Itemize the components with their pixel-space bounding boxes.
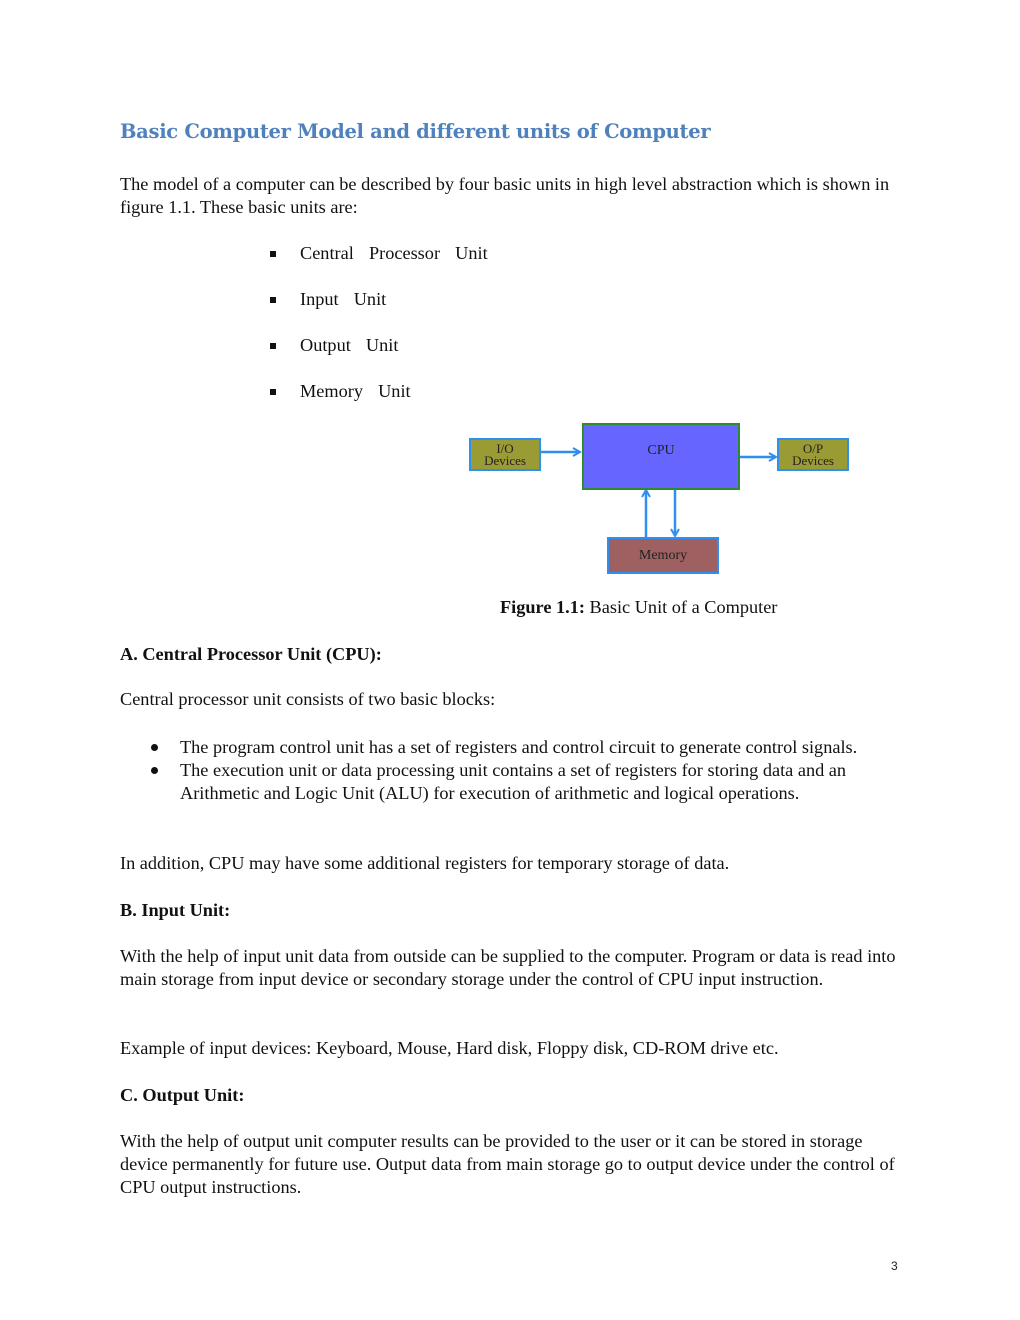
cpu-blocks-list <box>148 736 908 805</box>
section-a-title: A. Central Processor Unit (CPU): <box>120 644 382 664</box>
section-a-intro: Central processor unit consists of two basic blocks: <box>120 689 496 709</box>
bullet-icon <box>151 767 158 774</box>
computer-block-diagram <box>460 418 860 580</box>
section-c-paragraph: With the help of output unit computer results can be provided to the user or it can be stored in storage device permanently for future use. Output data from main storage go to output device under the control of CPU output instructions. <box>120 1131 895 1197</box>
square-bullet-icon <box>270 389 276 395</box>
section-b-examples: Example of input devices: Keyboard, Mouse, Hard disk, Floppy disk, CD-ROM drive etc. <box>120 1038 779 1058</box>
io-devices-box: I/O Devices <box>469 438 541 471</box>
bullet-icon <box>151 744 158 751</box>
section-c-title: C. Output Unit: <box>120 1085 245 1105</box>
list-item: The execution unit or data processing unit contains a set of registers for storing data and an Arithmetic and Logic Unit (ALU) for execution of arithmetic and logical operations. <box>148 759 908 805</box>
memory-box: Memory <box>607 537 719 574</box>
document-page: Basic Computer Model and different units of Computer The model of a computer can be described by four basic units in high level abstraction which is shown in figure 1.1. These basic units are: Central Processor Unit Input Unit Output Unit Memory Unit I/O Devices CPU O/P Devices Memory Figure 1.1: Basic Unit of a Computer A. Central Processor Unit (CPU): Central processor unit consists of two basic blocks: The program control unit has a set of registers and control circuit to generate control signals. The execution unit or data processing unit contains a set of registers for storing data and an Arithmetic and Logic Unit (ALU) for execution of arithmetic and logical operations. In addition, CPU may have some additional registers for temporary storage of data. B. Input Unit: With the help of input unit data from outside can be supplied to the computer. Program or data is read into main storage from input device or secondary storage under the control of CPU input instruction. Example of input devices: Keyboard, Mouse, Hard disk, Floppy disk, CD-ROM drive etc. C. Output Unit: With the help of output unit computer results can be provided to the user or it can be stored in storage device permanently for future use. Output data from main storage go to output device under the control of CPU output instructions. 3 <box>0 0 1020 1320</box>
page-number: 3 <box>891 1259 898 1273</box>
page-heading: Basic Computer Model and different units of Computer <box>120 120 711 143</box>
intro-paragraph: The model of a computer can be described by four basic units in high level abstraction which is shown in figure 1.1. These basic units are: <box>120 174 890 217</box>
figure-caption <box>500 596 777 619</box>
figure-label: Figure 1.1: <box>500 597 585 617</box>
cpu-box: CPU <box>582 423 740 490</box>
square-bullet-icon <box>270 251 276 257</box>
section-a-closing: In addition, CPU may have some additional registers for temporary storage of data. <box>120 853 730 873</box>
section-b-paragraph: With the help of input unit data from outside can be supplied to the computer. Program or data is read into main storage from input device or secondary storage under the control of CPU input instruction. <box>120 946 896 989</box>
section-b-title: B. Input Unit: <box>120 900 231 920</box>
figure-caption-text: Basic Unit of a Computer <box>584 597 778 617</box>
square-bullet-icon <box>270 297 276 303</box>
square-bullet-icon <box>270 343 276 349</box>
op-devices-box: O/P Devices <box>777 438 849 471</box>
list-item: The program control unit has a set of registers and control circuit to generate control signals. <box>148 736 908 759</box>
